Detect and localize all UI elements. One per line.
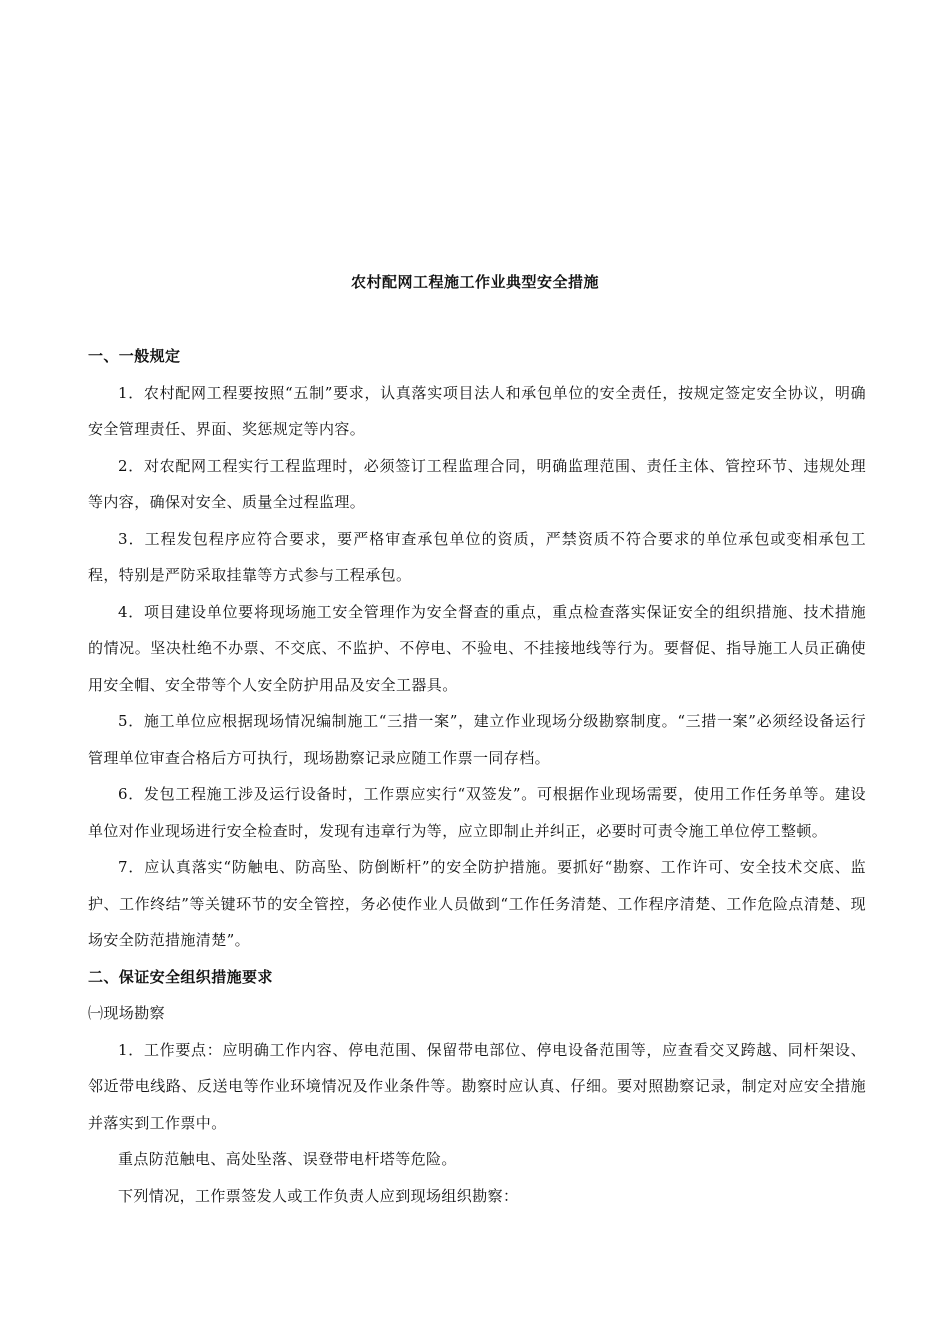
paragraph: 6．发包工程施工涉及运行设备时，工作票应实行“双签发”。可根据作业现场需要，使用工作任务单等。建设单位对作业现场进行安全检查时，发现有违章行为等，应立即制止并纠正，必要时可责令施工单位停工整顿。 (88, 785, 866, 840)
section-heading-general: 一、一般规定 (88, 347, 181, 365)
paragraph: 下列情况，工作票签发人或工作负责人应到现场组织勘察： (118, 1186, 519, 1205)
paragraph: 1．农村配网工程要按照“五制”要求，认真落实项目法人和承包单位的安全责任，按规定签定安全协议，明确安全管理责任、界面、奖惩规定等内容。 (88, 383, 866, 438)
paragraph: 1．工作要点：应明确工作内容、停电范围、保留带电部位、停电设备范围等，应查看交叉跨越、同杆架设、邻近带电线路、反送电等作业环境情况及作业条件等。勘察时应认真、仔细。要对照勘察记录，制定对应安全措施并落实到工作票中。 (88, 1040, 866, 1132)
paragraph: 3．工程发包程序应符合要求，要严格审查承包单位的资质，严禁资质不符合要求的单位承包或变相承包工程，特别是严防采取挂靠等方式参与工程承包。 (88, 529, 866, 584)
paragraph: 5．施工单位应根据现场情况编制施工“三措一案”，建立作业现场分级勘察制度。“三措一案”必须经设备运行管理单位审查合格后方可执行，现场勘察记录应随工作票一同存档。 (88, 712, 866, 767)
document-body (88, 338, 866, 1214)
paragraph: 4．项目建设单位要将现场施工安全管理作为安全督查的重点，重点检查落实保证安全的组织措施、技术措施的情况。坚决杜绝不办票、不交底、不监护、不停电、不验电、不挂接地线等行为。要督促、指导施工人员正确使用安全帽、安全带等个人安全防护用品及安全工器具。 (88, 602, 866, 694)
section-heading-organization: 二、保证安全组织措施要求 (88, 967, 273, 986)
paragraph: 重点防范触电、高处坠落、误登带电杆塔等危险。 (118, 1150, 457, 1168)
paragraph: 7．应认真落实“防触电、防高坠、防倒断杆”的安全防护措施。要抓好“勘察、工作许可、安全技术交底、监护、工作终结”等关键环节的安全管控，务必使作业人员做到“工作任务清楚、工作程序清楚、工作危险点清楚、现场安全防范措施清楚”。 (88, 858, 866, 949)
paragraph: 2．对农配网工程实行工程监理时，必须签订工程监理合同，明确监理范围、责任主体、管控环节、违规处理等内容，确保对安全、质量全过程监理。 (88, 456, 866, 511)
subsection-heading-site-survey: ㈠现场勘察 (88, 1004, 166, 1022)
document-title: 农村配网工程施工作业典型安全措施 (350, 273, 599, 291)
